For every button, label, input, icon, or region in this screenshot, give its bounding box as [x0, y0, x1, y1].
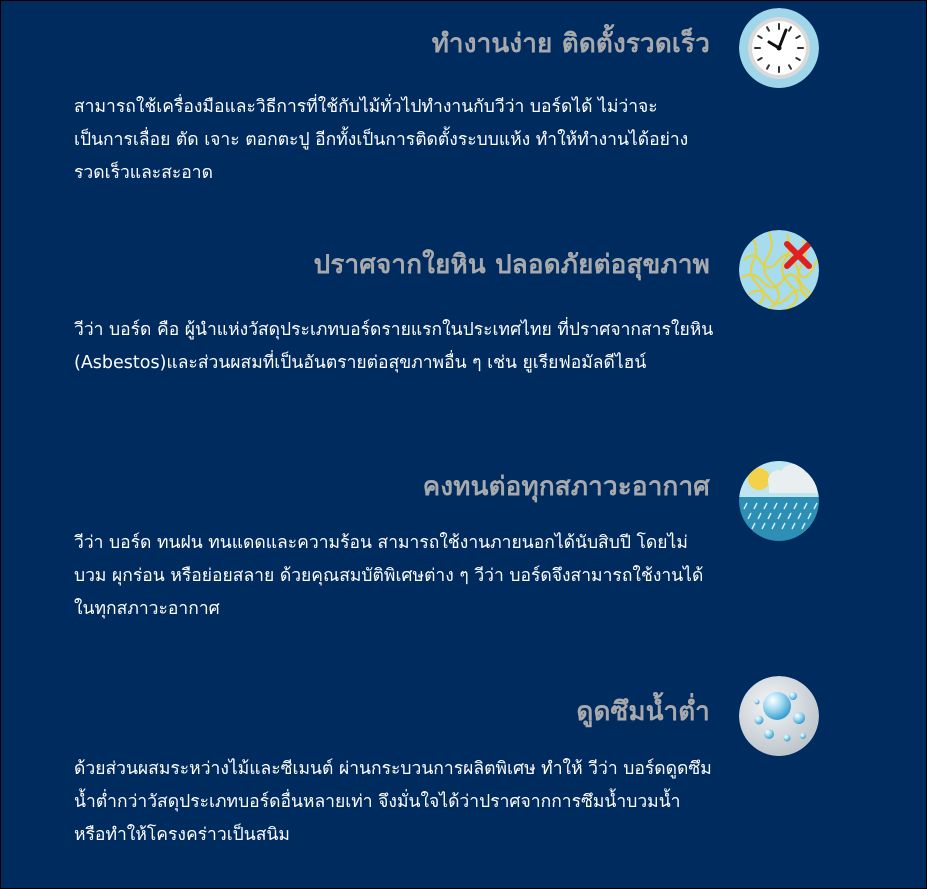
feature-title: ดูดซึมน้ำต่ำ: [576, 697, 710, 727]
feature-description: วีว่า บอร์ด คือ ผู้นำแห่งวัสดุประเภทบอร์ดรายแรกในประเทศไทย ที่ปราศจากสารใยหิน (Asbestos)และส่วนผสมที่เป็นอันตรายต่อสุขภาพอื่น ๆ เช่น ยูเรียฟอมัลดีไฮน์: [74, 320, 714, 373]
feature-title: ทำงานง่าย ติดตั้งรวดเร็ว: [431, 29, 710, 59]
feature-description: สามารถใช้เครื่องมือและวิธีการที่ใช้กับไม้ทั่วไปทำงานกับวีว่า บอร์ดได้ ไม่ว่าจะเป็นการเลื่อย ตัด เจาะ ตอกตะปู อีกทั้งเป็นการติดตั้งระบบแห้ง ทำให้ทำงานได้อย่างรวดเร็วและสะอาด: [74, 97, 689, 183]
feature-title: ปราศจากใยหิน ปลอดภัยต่อสุขภาพ: [313, 250, 710, 280]
no-asbestos-icon: [739, 230, 819, 310]
feature-title: คงทนต่อทุกสภาวะอากาศ: [422, 472, 710, 502]
feature-description: วีว่า บอร์ด ทนฝน ทนแดดและความร้อน สามารถใช้งานภายนอกได้นับสิบปี โดยไม่บวม ผุกร่อน หรือย่อยสลาย ด้วยคุณสมบัติพิเศษต่าง ๆ วีว่า บอร์ดจึงสามารถใช้งานได้ในทุกสภาวะอากาศ: [74, 533, 704, 619]
water-drops-icon: [739, 676, 819, 756]
feature-description: ด้วยส่วนผสมระหว่างไม้และซีเมนต์ ผ่านกระบวนการผลิตพิเศษ ทำให้ วีว่า บอร์ดดูดซึมน้ำต่ำกว่าวัสดุประเภทบอร์ดอื่นหลายเท่า จึงมั่นใจได้ว่าปราศจากการซึมน้ำบวมน้ำ หรือทำให้โครงคร่าวเป็นสนิม: [74, 759, 712, 845]
clock-icon: [739, 8, 819, 88]
weather-icon: [739, 461, 819, 541]
